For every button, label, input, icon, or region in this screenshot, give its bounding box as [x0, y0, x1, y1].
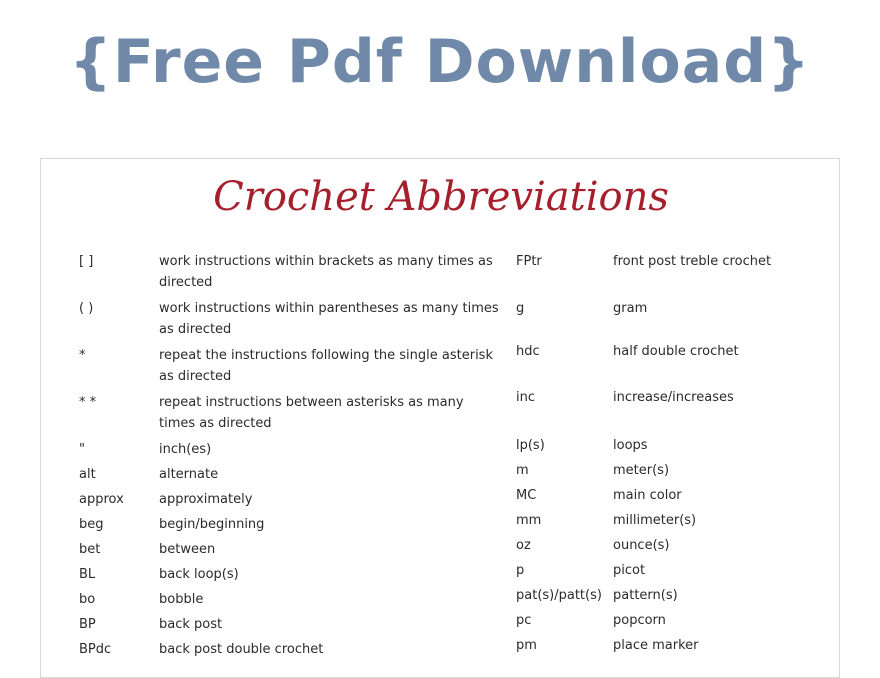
abbreviation-meaning: back post [159, 617, 223, 632]
abbreviation-row [79, 514, 499, 535]
abbreviation-row [79, 345, 499, 387]
abbreviation-meaning: pattern(s) [613, 588, 678, 603]
abbreviation: FPtr [516, 254, 542, 269]
abbreviation-row [516, 535, 836, 556]
abbreviation: pat(s)/patt(s) [516, 588, 602, 603]
document-title: Crochet Abbreviations [213, 174, 669, 220]
abbreviation: alt [79, 467, 96, 482]
abbreviations-sheet [40, 158, 840, 678]
abbreviation-row [516, 435, 836, 456]
free-pdf-download-banner: {Free Pdf Download} [69, 27, 811, 97]
abbreviation-meaning: bobble [159, 592, 204, 607]
abbreviation-row [79, 439, 499, 460]
abbreviation-meaning: picot [613, 563, 646, 578]
abbreviation-row [79, 639, 499, 660]
abbreviation-meaning: work instructions within parentheses as many times as directed [159, 301, 499, 337]
abbreviation-row [79, 564, 499, 585]
abbreviation-row [79, 298, 499, 340]
abbreviation-row [516, 585, 836, 606]
abbreviation-row [516, 251, 836, 272]
abbreviation: BPdc [79, 642, 112, 657]
abbreviation: g [516, 301, 525, 316]
abbreviation-meaning: meter(s) [613, 463, 670, 478]
abbreviation: * [79, 348, 86, 363]
abbreviation-meaning: place marker [613, 638, 699, 653]
abbreviation-row [516, 298, 836, 319]
abbreviation: pm [516, 638, 537, 653]
abbreviation: inc [516, 390, 535, 405]
abbreviation-meaning: millimeter(s) [613, 513, 697, 528]
abbreviation-row [516, 560, 836, 581]
abbreviation-row [516, 460, 836, 481]
abbreviation: p [516, 563, 525, 578]
abbreviation-row [516, 610, 836, 631]
abbreviation-meaning: inch(es) [159, 442, 212, 457]
abbreviation: beg [79, 517, 104, 532]
abbreviation-row [516, 510, 836, 531]
abbreviation: " [79, 442, 85, 457]
abbreviation-meaning: half double crochet [613, 344, 739, 359]
left-abbreviation-column [79, 251, 499, 664]
abbreviation: bo [79, 592, 96, 607]
abbreviation: [ ] [79, 254, 94, 269]
abbreviation-meaning: loops [613, 438, 648, 453]
abbreviation-meaning: work instructions within brackets as many times as directed [159, 254, 493, 290]
abbreviation-row [79, 464, 499, 485]
abbreviation-row [516, 341, 836, 362]
abbreviation: MC [516, 488, 537, 503]
abbreviation: hdc [516, 344, 540, 359]
abbreviation-meaning: front post treble crochet [613, 254, 772, 269]
abbreviation-meaning: begin/beginning [159, 517, 265, 532]
abbreviation-meaning: alternate [159, 467, 219, 482]
abbreviation: * * [79, 395, 97, 410]
abbreviation-row [79, 251, 499, 293]
abbreviation: oz [516, 538, 531, 553]
abbreviation-row [79, 614, 499, 635]
abbreviation: BL [79, 567, 96, 582]
abbreviation: mm [516, 513, 542, 528]
abbreviation-meaning: increase/increases [613, 390, 734, 405]
abbreviation: bet [79, 542, 101, 557]
abbreviation-row [79, 589, 499, 610]
abbreviation-meaning: repeat the instructions following the single asterisk as directed [159, 348, 493, 384]
abbreviation: ( ) [79, 301, 94, 316]
abbreviation-row [516, 485, 836, 506]
abbreviation-meaning: popcorn [613, 613, 666, 628]
abbreviation-meaning: main color [613, 488, 682, 503]
abbreviation-meaning: back post double crochet [159, 642, 324, 657]
abbreviation: m [516, 463, 529, 478]
abbreviation-row [516, 387, 836, 408]
abbreviation-row [516, 635, 836, 656]
abbreviation-row [79, 489, 499, 510]
abbreviation-row [79, 392, 499, 434]
abbreviation-meaning: gram [613, 301, 648, 316]
abbreviation-meaning: ounce(s) [613, 538, 670, 553]
abbreviation-row [79, 539, 499, 560]
abbreviation-meaning: repeat instructions between asterisks as many times as directed [159, 395, 464, 431]
abbreviation-meaning: approximately [159, 492, 253, 507]
abbreviation: BP [79, 617, 96, 632]
abbreviation-meaning: between [159, 542, 216, 557]
right-abbreviation-column [516, 251, 836, 660]
abbreviation: lp(s) [516, 438, 545, 453]
abbreviation: approx [79, 492, 124, 507]
abbreviation: pc [516, 613, 532, 628]
abbreviation-meaning: back loop(s) [159, 567, 239, 582]
